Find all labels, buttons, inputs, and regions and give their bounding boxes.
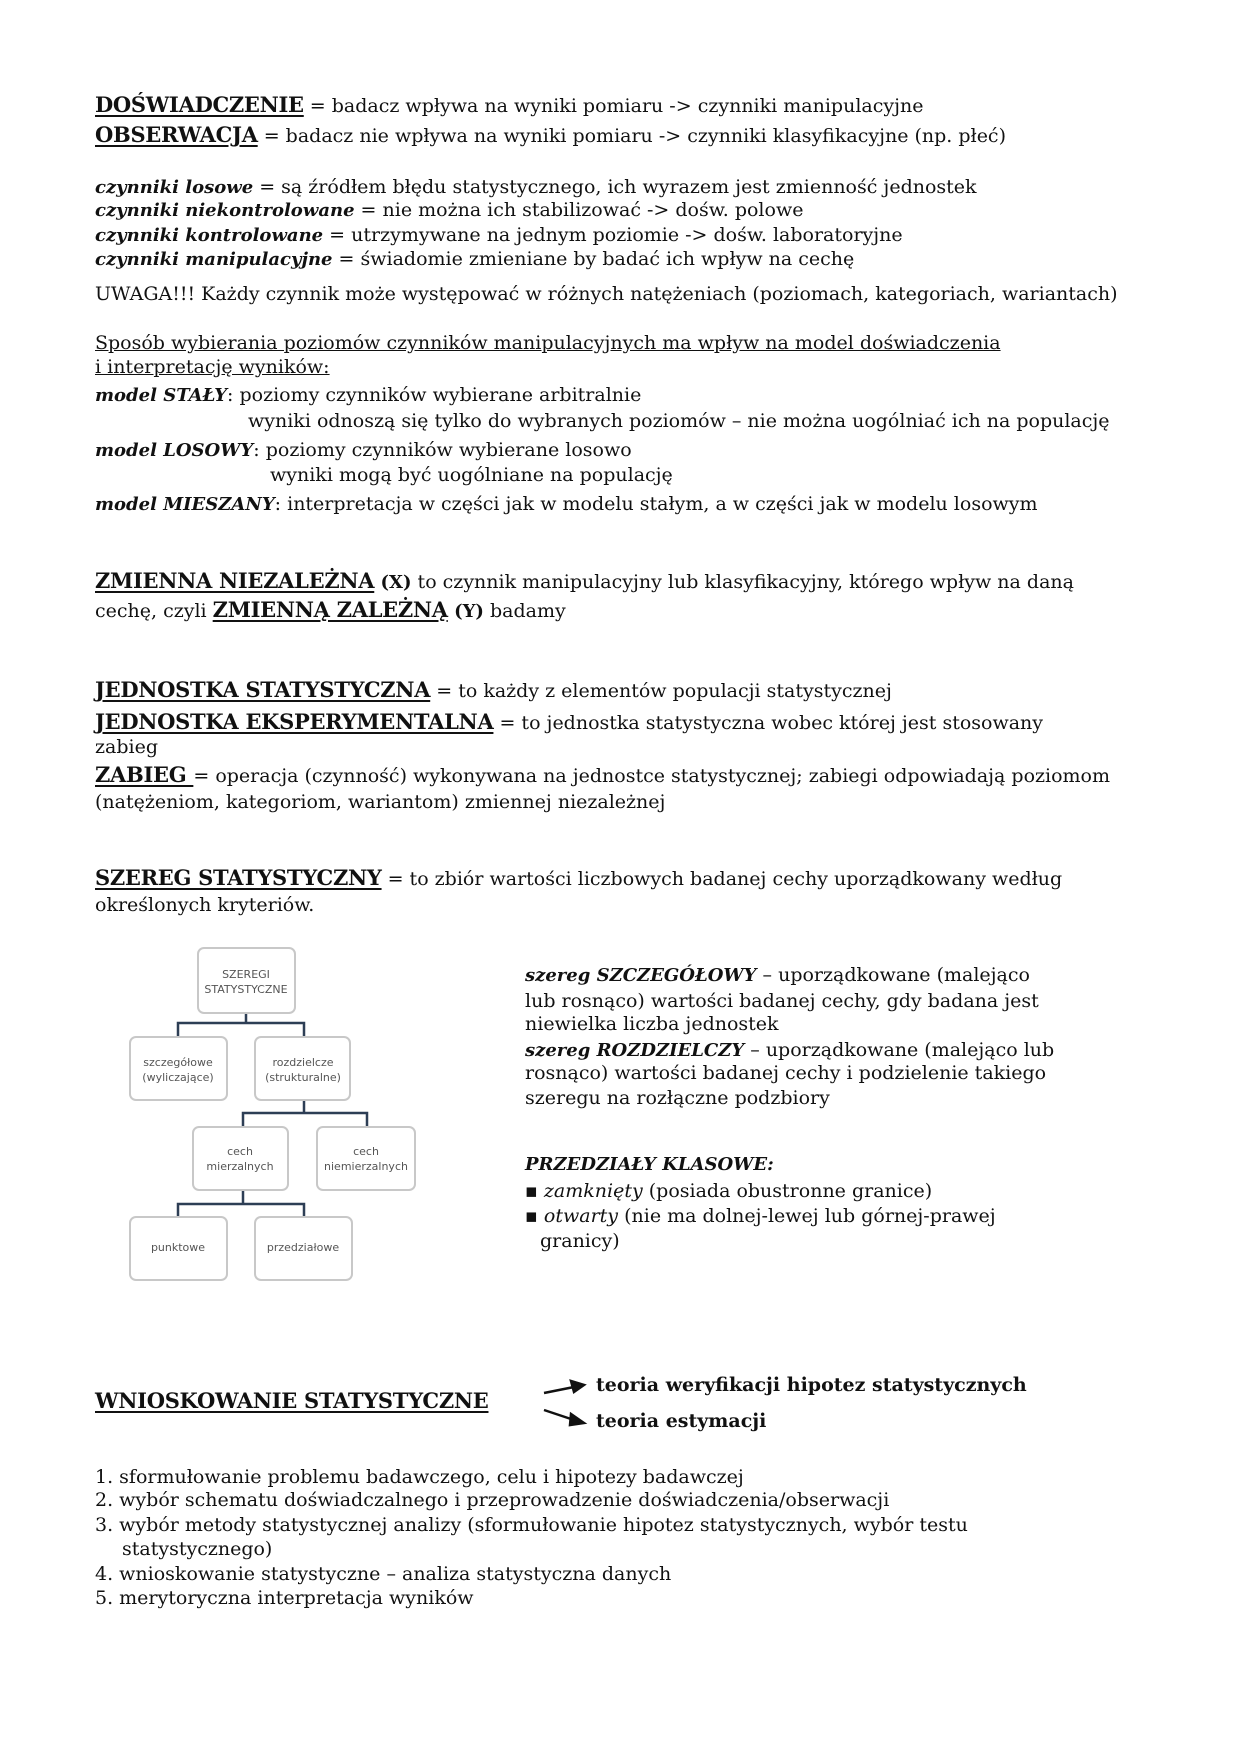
connector	[178, 1190, 304, 1217]
term-doswiadczenie: DOŚWIADCZENIE	[95, 92, 304, 117]
term: model MIESZANY	[95, 494, 275, 515]
label: SZEREGI	[222, 968, 270, 981]
def: = to jednostka statystyczna wobec której jest stosowany	[493, 712, 1044, 734]
zabieg-2: (natężeniom, kategoriom, wariantom) zmiennej niezależnej	[95, 791, 666, 813]
connector	[178, 1013, 304, 1037]
def: = świadomie zmieniane by badać ich wpływ na cechę	[332, 248, 855, 270]
step-item: 5. merytoryczna interpretacja wyników	[95, 1587, 474, 1609]
label: (wyliczające)	[142, 1071, 214, 1084]
branch-weryfikacja: teoria weryfikacji hipotez statystycznych	[596, 1374, 1027, 1396]
szereg-2: określonych kryteriów.	[95, 894, 315, 916]
term: czynniki manipulacyjne	[95, 249, 333, 270]
rozdz-desc-2: rosnąco) wartości badanej cechy i podzielenie takiego	[525, 1062, 1047, 1084]
def: = to zbiór wartości liczbowych badanej cechy uporządkowany według	[381, 868, 1063, 890]
step-item: 2. wybór schematu doświadczalnego i przeprowadzenie doświadczenia/obserwacji	[95, 1489, 890, 1511]
term: czynniki losowe	[95, 177, 254, 198]
label: niemierzalnych	[324, 1160, 408, 1173]
wnioskowanie-term: WNIOSKOWANIE STATYSTYCZNE	[95, 1388, 489, 1413]
step-item: 3. wybór metody statystycznej analizy (sformułowanie hipotez statystycznych, wybór testu	[95, 1514, 968, 1536]
box-niemierzalnych	[317, 1127, 415, 1190]
rozdz-desc	[525, 1038, 1054, 1063]
def: : interpretacja w części jak w modelu stałym, a w części jak w modelu losowym	[274, 493, 1038, 515]
models-intro-2: i interpretację wyników:	[95, 356, 330, 378]
bullet-icon: ▪	[525, 1180, 544, 1202]
symbol-y: (Y)	[447, 601, 484, 622]
def: : poziomy czynników wybierane arbitralnie	[227, 384, 642, 406]
term: ZABIEG	[95, 762, 194, 787]
def: cechę, czyli	[95, 600, 213, 622]
term: model STAŁY	[95, 385, 228, 406]
def: badamy	[483, 600, 566, 622]
step-item-cont: statystycznego)	[122, 1538, 273, 1560]
term: SZEREG STATYSTYCZNY	[95, 865, 382, 890]
def: = badacz nie wpływa na wyniki pomiaru -> czynniki klasyfikacyjne (np. płeć)	[257, 125, 1006, 147]
step-item: 1. sformułowanie problemu badawczego, celu i hipotezy badawczej	[95, 1466, 744, 1488]
label: cech	[353, 1145, 379, 1158]
label: rozdzielcze	[272, 1056, 334, 1069]
term: czynniki kontrolowane	[95, 225, 324, 246]
def: (nie ma dolnej-lewej lub górnej-prawej	[618, 1205, 996, 1227]
def: to czynnik manipulacyjny lub klasyfikacyjny, którego wpływ na daną	[411, 571, 1074, 593]
bullet-zamkniety	[525, 1179, 932, 1203]
term: szereg ROZDZIELCZY	[525, 1040, 745, 1061]
symbol-x: (X)	[374, 572, 412, 593]
term: ZMIENNĄ ZALEŻNĄ	[212, 597, 448, 622]
def: (posiada obustronne granice)	[642, 1180, 933, 1202]
step-item: 4. wnioskowanie statystyczne – analiza statystyczna danych	[95, 1563, 672, 1585]
box-mierzalnych	[193, 1127, 288, 1190]
label: cech	[227, 1145, 253, 1158]
def: – uporządkowane (malejąco lub	[744, 1039, 1055, 1061]
term-obserwacja: OBSERWACJA	[95, 122, 258, 147]
branch-estymacja: teoria estymacji	[596, 1410, 767, 1432]
term: zamknięty	[543, 1180, 643, 1202]
jednostka-eksp-2: zabieg	[95, 736, 158, 758]
szcz-desc-3: niewielka liczba jednostek	[525, 1013, 779, 1035]
connector	[243, 1100, 367, 1127]
def: : poziomy czynników wybierane losowo	[253, 439, 632, 461]
models-intro: Sposób wybierania poziomów czynników manipulacyjnych ma wpływ na model doświadczenia	[95, 332, 1001, 354]
przedzialy-heading: PRZEDZIAŁY KLASOWE:	[525, 1154, 774, 1175]
term: ZMIENNA NIEZALEŻNA	[95, 568, 375, 593]
label: przedziałowe	[266, 1241, 340, 1254]
bullet-otwarty-2: granicy)	[540, 1230, 620, 1252]
label: punktowe	[150, 1241, 206, 1254]
def: = utrzymywane na jednym poziomie -> dośw. laboratoryjne	[323, 224, 903, 246]
szcz-desc-2: lub rosnąco) wartości badanej cechy, gdy badana jest	[525, 990, 1039, 1012]
term: szereg SZCZEGÓŁOWY	[525, 965, 757, 986]
label: STATYSTYCZNE	[204, 983, 288, 996]
term: model LOSOWY	[95, 440, 254, 461]
def: = to każdy z elementów populacji statystycznej	[430, 680, 892, 702]
term: JEDNOSTKA STATYSTYCZNA	[95, 677, 431, 702]
rozdz-desc-3: szeregu na rozłączne podzbiory	[525, 1087, 830, 1109]
bullet-icon: ▪	[525, 1205, 544, 1227]
def: – uporządkowane (malejąco	[756, 964, 1030, 986]
arrow-icon	[544, 1381, 584, 1425]
term: JEDNOSTKA EKSPERYMENTALNA	[95, 709, 494, 734]
label: mierzalnych	[206, 1160, 274, 1173]
label: (strukturalne)	[265, 1071, 341, 1084]
def: = są źródłem błędu statystycznego, ich wyrazem jest zmienność jednostek	[253, 176, 977, 198]
bullet-otwarty	[525, 1204, 996, 1228]
model-staly-2: wyniki odnoszą się tylko do wybranych poziomów – nie można uogólniać ich na populację	[248, 410, 1110, 432]
model-losowy-2: wyniki mogą być uogólniane na populację	[270, 464, 673, 486]
def: = nie można ich stabilizować -> dośw. polowe	[354, 199, 804, 221]
term: czynniki niekontrolowane	[95, 200, 355, 221]
def: = operacja (czynność) wykonywana na jednostce statystycznej; zabiegi odpowiadają poziomom	[193, 765, 1111, 787]
def: = badacz wpływa na wyniki pomiaru -> czynniki manipulacyjne	[303, 95, 924, 117]
term: otwarty	[543, 1205, 619, 1227]
uwaga-note: UWAGA!!! Każdy czynnik może występować w różnych natężeniach (poziomach, kategoriach, wariantach)	[95, 283, 1118, 305]
label: szczegółowe	[143, 1056, 213, 1069]
szcz-desc	[525, 963, 1030, 988]
